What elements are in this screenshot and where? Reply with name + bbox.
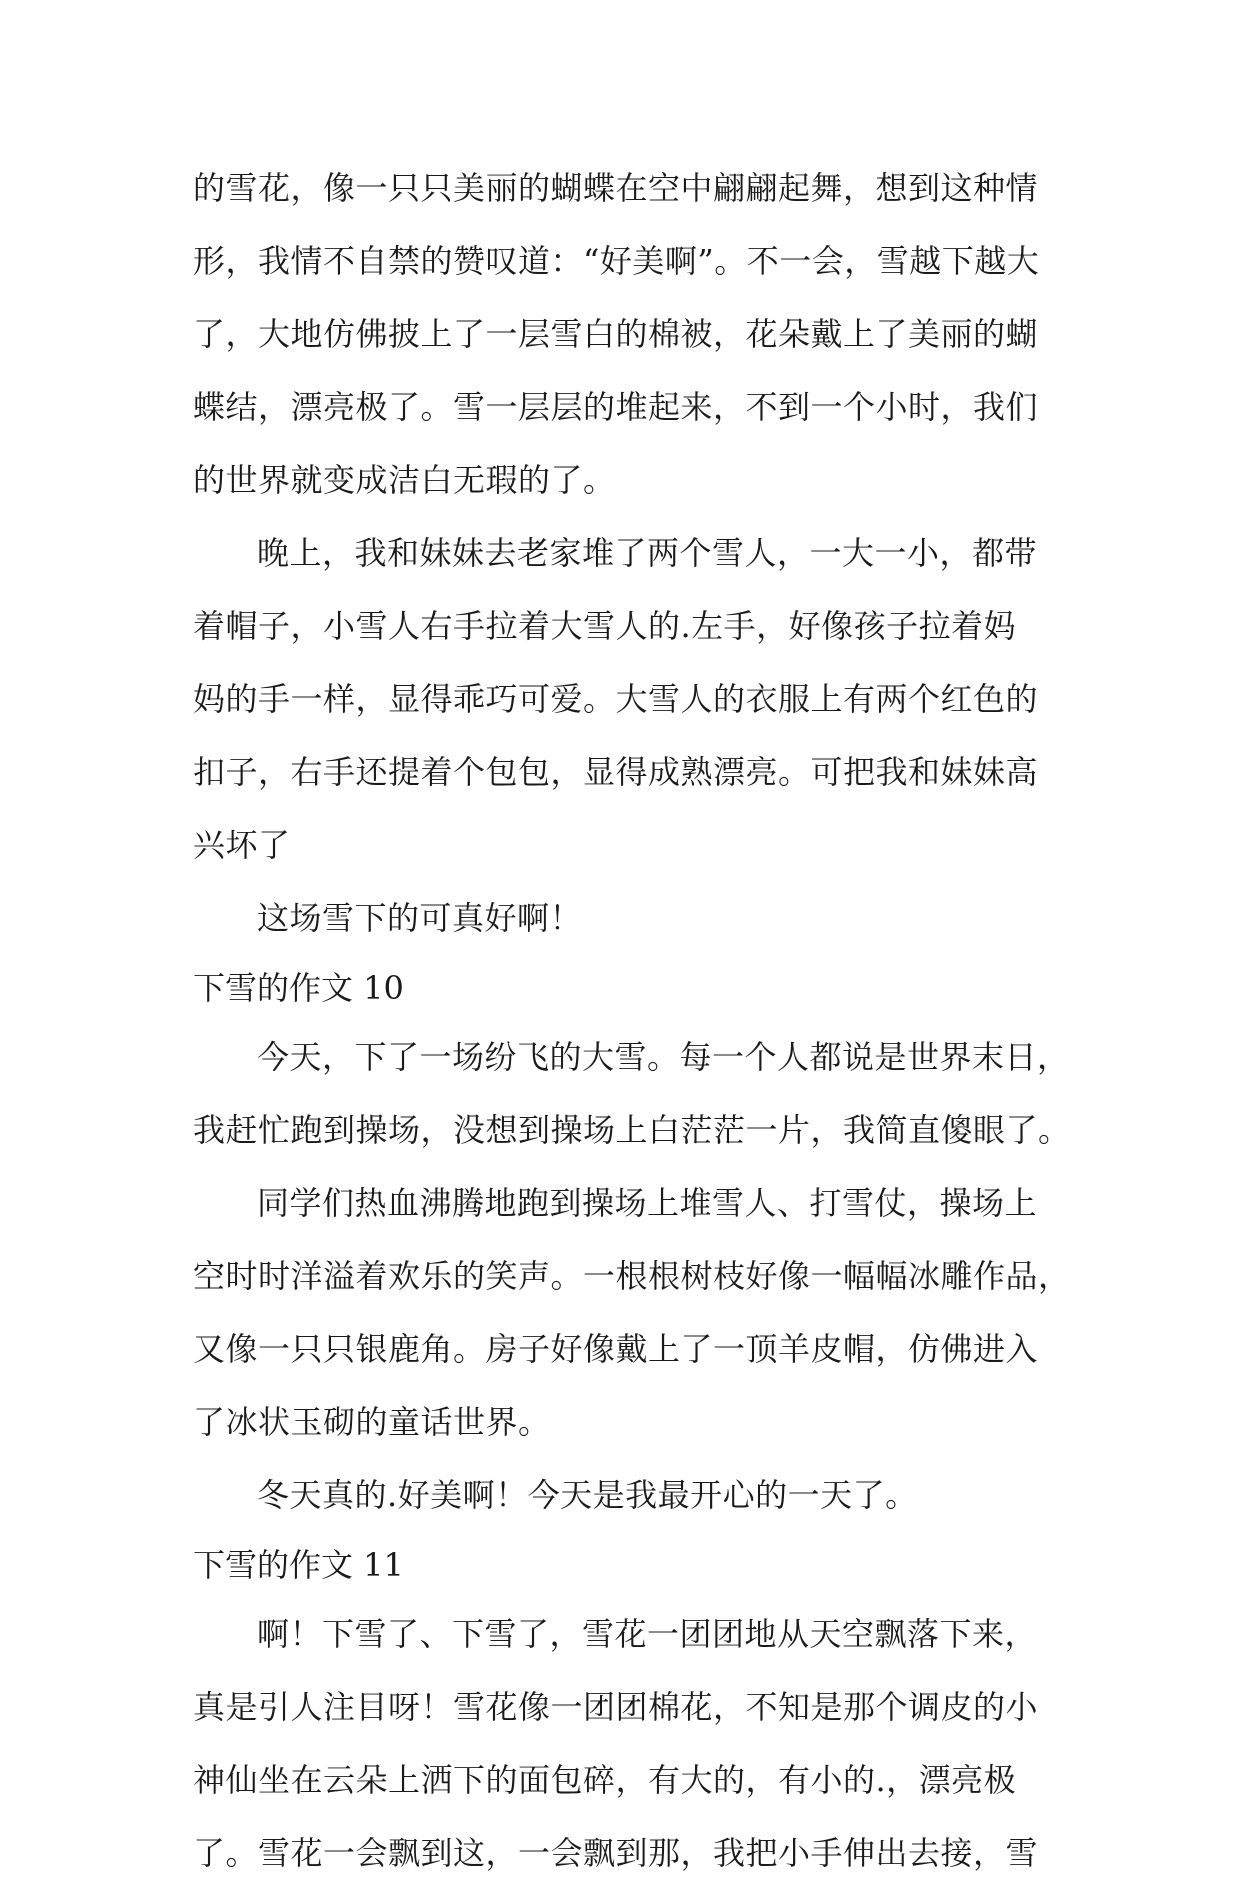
paragraph-first-line: 冬天真的.好美啊！今天是我最开心的一天了。 xyxy=(257,1476,918,1514)
paragraph-first-line: 啊！下雪了、下雪了，雪花一团团地从天空飘落下来， xyxy=(257,1615,1038,1653)
text-line: 着帽子，小雪人右手拉着大雪人的.左手，好像孩子拉着妈 xyxy=(193,607,1017,645)
text-line: 的世界就变成洁白无瑕的了。 xyxy=(193,461,616,499)
essay-heading: 下雪的作文 11 xyxy=(193,1546,404,1584)
paragraph-first-line: 今天，下了一场纷飞的大雪。每一个人都说是世界末日， xyxy=(257,1038,1070,1076)
document-body xyxy=(193,152,1071,1890)
text-line: 又像一只只银鹿角。房子好像戴上了一顶羊皮帽，仿佛进入 xyxy=(193,1330,1039,1368)
text-line: 了冰状玉砌的童话世界。 xyxy=(193,1403,551,1441)
text-line: 我赶忙跑到操场，没想到操场上白茫茫一片，我简直傻眼了。 xyxy=(193,1111,1071,1149)
text-line: 了。雪花一会飘到这，一会飘到那，我把小手伸出去接，雪 xyxy=(193,1834,1039,1872)
text-line: 扣子，右手还提着个包包，显得成熟漂亮。可把我和妹妹高 xyxy=(193,753,1039,791)
text-line: 妈的手一样，显得乖巧可爱。大雪人的衣服上有两个红色的 xyxy=(193,680,1039,718)
text-line: 空时时洋溢着欢乐的笑声。一根根树枝好像一幅幅冰雕作品， xyxy=(193,1257,1071,1295)
text-line: 形，我情不自禁的赞叹道：“好美啊”。不一会，雪越下越大 xyxy=(193,242,1040,280)
text-line: 了，大地仿佛披上了一层雪白的棉被，花朵戴上了美丽的蝴 xyxy=(193,315,1039,353)
text-line: 的雪花，像一只只美丽的蝴蝶在空中翩翩起舞，想到这种情 xyxy=(193,169,1039,207)
paragraph-first-line: 晚上，我和妹妹去老家堆了两个雪人，一大一小，都带 xyxy=(257,534,1038,572)
text-line: 神仙坐在云朵上洒下的面包碎，有大的，有小的.，漂亮极 xyxy=(193,1761,1017,1799)
text-line: 蝶结，漂亮极了。雪一层层的堆起来，不到一个小时，我们 xyxy=(193,388,1039,426)
text-line: 真是引人注目呀！雪花像一团团棉花，不知是那个调皮的小 xyxy=(193,1688,1039,1726)
essay-heading: 下雪的作文 10 xyxy=(193,969,404,1007)
text-line: 兴坏了 xyxy=(193,826,291,864)
paragraph-first-line: 这场雪下的可真好啊！ xyxy=(257,899,583,937)
paragraph-first-line: 同学们热血沸腾地跑到操场上堆雪人、打雪仗，操场上 xyxy=(257,1184,1038,1222)
